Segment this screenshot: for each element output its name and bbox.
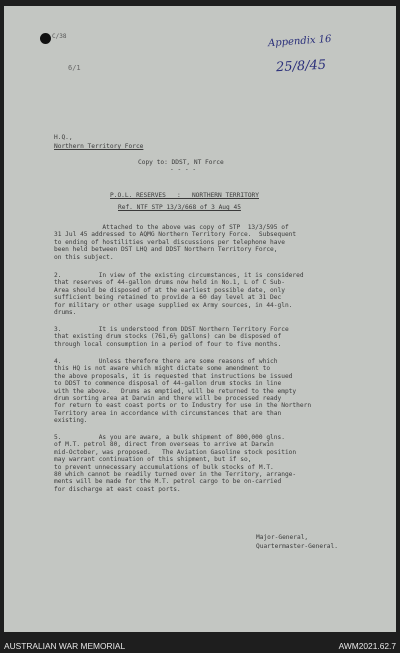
separator: - - - - [170, 166, 197, 173]
paragraph-line: that existing drum stocks (761,6½ gallons) can be disposed of [54, 333, 282, 341]
paragraph-line: 80 which cannot be readily turned over in the Territory, arrange- [54, 471, 297, 479]
paragraph-line: 4. Unless therefore there are some reasons of which [54, 358, 278, 365]
paragraph-line: Area should be disposed of at the earliest possible date, only [54, 286, 285, 294]
paragraph-line: 3. It is understood from DDST Northern Territory Force [54, 326, 289, 333]
archive-name: AUSTRALIAN WAR MEMORIAL [4, 641, 126, 651]
paragraph-line: through local consumption in a period of four to five months. [54, 340, 282, 348]
paragraph-line: drum sorting area at Darwin and there will be processed ready [54, 395, 282, 403]
punch-hole [40, 33, 51, 44]
paragraph-line: this HQ is not aware which might dictate some amendment to [54, 365, 271, 373]
copy-to-line: Copy to: DDST, NT Force [138, 159, 224, 166]
paragraph-line: ments will be made for the M.T. petrol cargo to be on-carried [54, 478, 282, 486]
subject-heading: P.O.L. RESERVES : NORTHERN TERRITORY [110, 192, 260, 199]
document-page [4, 6, 396, 632]
paragraph-line: to DDST to commence disposal of 44-gallon drum stocks in line [54, 380, 282, 388]
signature-title: Quartermaster-General. [256, 543, 338, 550]
signature-rank: Major-General, [256, 534, 309, 541]
paragraph-line: the above proposals, it is requested that instructions be issued [54, 372, 293, 380]
paragraph-line: to prevent unnecessary accumulations of bulk stocks of M.T. [54, 463, 274, 471]
paragraph-line: 2. In view of the existing circumstances, it is considered [54, 272, 304, 279]
paragraph-line: been held between DST LHQ and DDST Northern Territory Force, [54, 246, 278, 254]
paragraph-line: 5. As you are aware, a bulk shipment of 800,000 glns. [54, 434, 285, 441]
paragraph-line: mid-October, was proposed. The Aviation Gasoline stock position [54, 448, 297, 456]
paragraph-5 [54, 434, 296, 493]
archive-footer [0, 637, 400, 653]
accession-number: AWM2021.62.7 [338, 641, 396, 651]
paragraph-line: Territory area in accordance with circumstances that are than [54, 409, 282, 417]
paragraph-line: of M.T. petrol 80, direct from overseas to arrive at Darwin [54, 441, 274, 449]
address-line-1: H.Q., [54, 134, 73, 141]
corner-reference: C/38 [52, 33, 67, 40]
handwritten-date: 25/8/45 [275, 57, 327, 76]
margin-mark: 6/1 [68, 64, 81, 72]
paragraph-3 [54, 326, 289, 348]
paragraph-line: for return to east coast ports or to Industry for use in the Northern [54, 402, 312, 410]
reference-line: Ref. NTF STP 13/3/668 of 3 Aug 45 [118, 204, 241, 211]
paragraph-line: to ending of hostilities verbal discussions per telephone have [54, 238, 285, 246]
paragraph-line: drums. [54, 309, 77, 317]
paragraph-line: existing. [54, 417, 88, 425]
paragraph-line: 31 Jul 45 addressed to AQMG Northern Territory Force. Subsequent [54, 231, 297, 239]
address-line-2: Northern Territory Force [54, 143, 144, 150]
handwritten-appendix-note: Appendix 16 [267, 33, 332, 50]
paragraph-line: may warrant continuation of this shipment, but if so, [54, 456, 252, 464]
paragraph-line: for military or other usage supplied ex Army sources, in 44-gln. [54, 301, 293, 309]
paragraph-line: for discharge at east coast ports. [54, 485, 181, 493]
paragraph-4 [54, 358, 311, 425]
paragraph-line: sufficient being retained to provide a 60 day level at 31 Dec [54, 294, 282, 302]
paragraph-line: that reserves of 44-gallon drums now held in No.1, L of C Sub- [54, 279, 285, 287]
paragraph-line: on this subject. [54, 253, 114, 261]
paragraph-2 [54, 272, 304, 316]
paragraph-1 [54, 224, 296, 261]
paragraph-line: with the above. Drums as emptied, will be returned to the empty [54, 387, 297, 395]
paragraph-line: Attached to the above was copy of STP 13/3/595 of [54, 224, 289, 231]
